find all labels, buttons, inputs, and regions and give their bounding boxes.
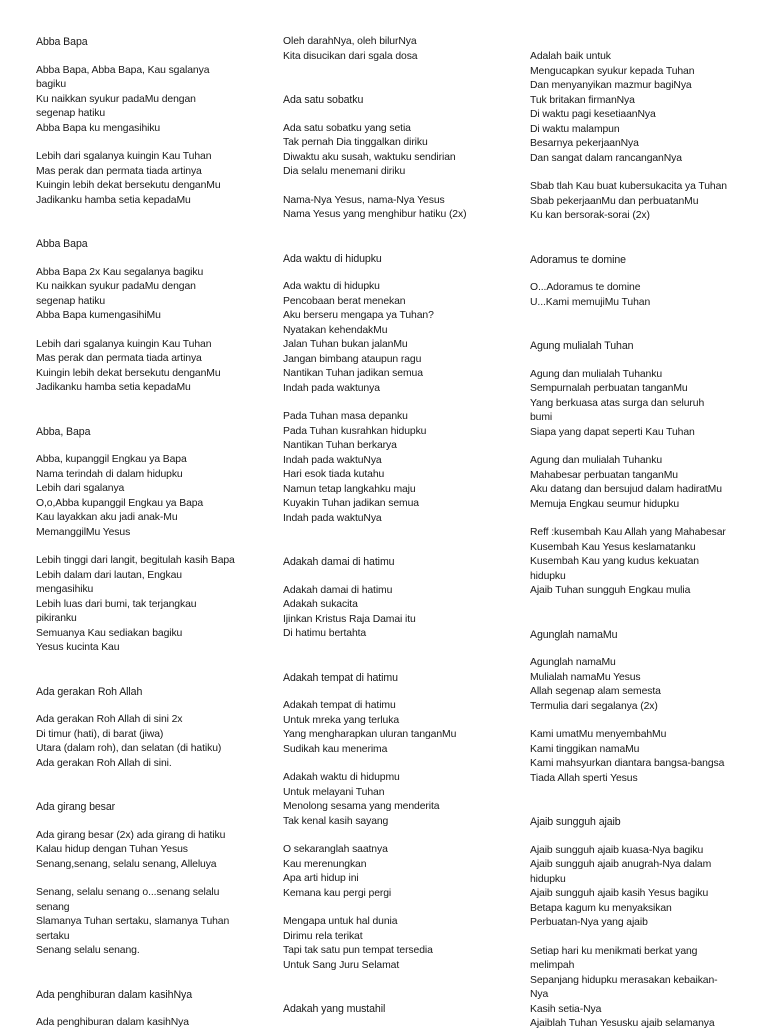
lyric-line: Mengucapkan syukur kepada Tuhan (530, 65, 695, 77)
lyric-line: Tak pernah Dia tinggalkan diriku (283, 137, 428, 148)
verse (530, 281, 762, 310)
lyric-line: Tapi tak satu pun tempat tersedia (283, 945, 433, 956)
verse (283, 35, 515, 64)
lyric-line: Senang selalu senang. (36, 945, 140, 956)
song (530, 815, 762, 1032)
lyric-line: sertaku (36, 930, 70, 942)
lyric-line: Pada Tuhan masa depanku (283, 411, 408, 422)
lyric-line: Nama-Nya Yesus, nama-Nya Yesus (283, 194, 445, 206)
lyric-line: Oleh darahNya, oleh bilurNya (283, 36, 417, 47)
verse (530, 728, 762, 786)
lyric-line: Besarnya pekerjaanNya (530, 138, 639, 149)
lyric-line: Tuk britakan firmanNya (530, 94, 635, 106)
lyric-line: Adakah tempat di hatimu (283, 700, 396, 711)
verse (283, 771, 515, 829)
lyric-line: Lebih dari sgalanya kuingin Kau Tuhan (36, 338, 212, 350)
lyric-line: Adakah sukacita (283, 599, 358, 610)
verse (36, 150, 268, 208)
verse (36, 886, 268, 959)
song-title: Adakah tempat di hatimu (283, 671, 398, 684)
lyric-line: Yesus kucinta Kau (36, 642, 120, 653)
lyric-line: Dia selalu menemani diriku (283, 166, 406, 177)
lyric-line: O...Adoramus te domine (530, 282, 641, 293)
verse (530, 656, 762, 714)
lyric-line: Kami mahsyurkan diantara bangsa-bangsa (530, 758, 725, 769)
lyric-line: Pencobaan berat menekan (283, 295, 406, 307)
lyric-line: Pada Tuhan kusrahkan hidupku (283, 425, 427, 437)
song (36, 685, 268, 772)
song-title: Adoramus te domine (530, 253, 626, 266)
verse (36, 829, 268, 873)
lyric-line: Reff :kusembah Kau Allah yang Mahabesar (530, 527, 726, 538)
lyric-line: Ada penghiburan dalam kasihNya (36, 1017, 189, 1028)
song (530, 628, 762, 787)
lyric-line: Ku naikkan syukur padaMu dengan (36, 93, 196, 105)
lyric-line: Aku berseru mengapa ya Tuhan? (283, 310, 434, 321)
lyric-line: Kuingin lebih dekat bersekutu denganMu (36, 180, 221, 191)
song-title: Adakah yang mustahil (283, 1003, 386, 1015)
lyric-line: Mengapa untuk hal dunia (283, 916, 398, 927)
lyric-line: Kami tinggikan namaMu (530, 743, 640, 755)
song-title: Ada satu sobatku (283, 94, 364, 106)
lyric-line: Di waktu pagi kesetiaanNya (530, 109, 656, 120)
lyric-line: Menolong sesama yang menderita (283, 801, 440, 812)
verse (530, 180, 762, 224)
verse (36, 266, 268, 324)
lyric-line: Ada gerakan Roh Allah di sini. (36, 757, 172, 769)
lyric-line: Di timur (hati), di barat (jiwa) (36, 728, 164, 740)
lyric-line: Nantikan Tuhan berkarya (283, 440, 397, 451)
song-title: Agung mulialah Tuhan (530, 340, 634, 352)
verse (36, 1016, 268, 1031)
verse (530, 844, 762, 931)
lyric-line: Tak kenal kasih sayang (283, 815, 389, 827)
song (36, 800, 268, 959)
lyric-line: Jadikanku hamba setia kepadaMu (36, 382, 191, 393)
lyric-line: Untuk melayani Tuhan (283, 786, 385, 798)
lyric-line: Kau layakkan aku jadi anak-Mu (36, 512, 178, 523)
song-title: Abba Bapa (36, 238, 88, 250)
lyric-line: Lebih dari sgalanya (36, 483, 125, 494)
lyric-line: Perbuatan-Nya yang ajaib (530, 917, 648, 928)
lyric-line: Dan menyanyikan mazmur bagiNya (530, 80, 692, 91)
lyric-line: melimpah (530, 960, 575, 971)
song (530, 339, 762, 599)
song-title: Agunglah namaMu (530, 628, 618, 641)
song (283, 35, 515, 64)
lyric-line: Kami umatMu menyembahMu (530, 729, 667, 740)
song (36, 425, 268, 656)
lyric-line: Nama terindah di dalam hidupku (36, 468, 183, 480)
lyric-line: Namun tetap langkahku maju (283, 483, 416, 495)
lyric-line: O sekaranglah saatnya (283, 844, 388, 855)
lyric-line: Mahabesar perbuatan tanganMu (530, 469, 678, 481)
verse (283, 122, 515, 180)
song (530, 50, 762, 224)
lyric-line: Ajaib Tuhan sungguh Engkau mulia (530, 585, 691, 596)
lyric-line: Adalah baik untuk (530, 51, 611, 62)
song (36, 988, 268, 1031)
lyric-line: Kemana kau pergi pergi (283, 887, 392, 899)
lyric-line: Sempurnalah perbuatan tanganMu (530, 383, 688, 394)
lyric-line: Ajaiblah Tuhan Yesusku ajaib selamanya (530, 1018, 715, 1029)
lyric-line: Termulia dari segalanya (2x) (530, 700, 658, 712)
lyric-line: Untuk mreka yang terluka (283, 714, 399, 726)
lyric-line: MemanggilMu Yesus (36, 526, 131, 538)
song (36, 35, 268, 208)
lyric-line: Jalan Tuhan bukan jalanMu (283, 339, 408, 350)
column-1 (36, 35, 268, 1031)
lyric-line: Abba Bapa kumengasihiMu (36, 310, 161, 321)
lyric-line: Dirimu rela terikat (283, 930, 363, 942)
lyric-line: bagiku (36, 79, 67, 90)
lyric-line: segenap hatiku (36, 295, 106, 307)
verse (36, 713, 268, 771)
lyric-line: Kuingin lebih dekat bersekutu denganMu (36, 367, 221, 379)
lyric-line: Jangan bimbang ataupun ragu (283, 353, 422, 365)
lyric-line: Ijinkan Kristus Raja Damai itu (283, 613, 416, 625)
verse (530, 945, 762, 1032)
lyric-line: Nama Yesus yang menghibur hatiku (2x) (283, 209, 467, 220)
lyric-line: Ada gerakan Roh Allah di sini 2x (36, 714, 183, 725)
lyric-line: Sepanjang hidupku merasakan kebaikan- (530, 974, 718, 986)
verse (530, 368, 762, 441)
lyric-line: Mas perak dan permata tiada artinya (36, 353, 202, 364)
lyric-line: Setiap hari ku menikmati berkat yang (530, 945, 698, 957)
verse (36, 338, 268, 396)
lyric-line: Aku datang dan bersujud dalam hadiratMu (530, 484, 722, 495)
song (283, 1002, 515, 1017)
lyric-line: Diwaktu aku susah, waktuku sendirian (283, 151, 456, 163)
song (283, 555, 515, 642)
lyric-line: Ku kan bersorak-sorai (2x) (530, 210, 650, 221)
lyric-line: Senang,senang, selalu senang, Alleluya (36, 858, 217, 870)
lyric-line: Yang mengharapkan uluran tanganMu (283, 729, 457, 740)
song-title: Abba Bapa (36, 36, 88, 48)
lyric-line: Utara (dalam roh), dan selatan (di hatiku) (36, 743, 222, 754)
song (36, 237, 268, 396)
lyric-line: Kau merenungkan (283, 858, 367, 870)
lyric-line: Indah pada waktuNya (283, 512, 382, 524)
verse (283, 280, 515, 396)
verse (530, 526, 762, 599)
lyric-line: Lebih dalam dari lautan, Engkau (36, 569, 182, 581)
song-title: Abba, Bapa (36, 425, 91, 438)
lyric-line: Ajaib sungguh ajaib kuasa-Nya bagiku (530, 844, 704, 856)
song (530, 253, 762, 311)
lyric-line: U...Kami memujiMu Tuhan (530, 296, 651, 308)
lyric-line: Dan sangat dalam rancanganNya (530, 152, 682, 164)
lyric-line: Ajaib sungguh ajaib anugrah-Nya dalam (530, 859, 712, 870)
song-title: Ada penghiburan dalam kasihNya (36, 988, 193, 1001)
lyric-line: Ku naikkan syukur padaMu dengan (36, 281, 196, 292)
lyric-line: Indah pada waktuNya (283, 454, 382, 466)
song (283, 671, 515, 974)
song-title: Ada gerakan Roh Allah (36, 685, 143, 698)
lyric-line: Agunglah namaMu (530, 657, 616, 668)
lyric-line: Abba Bapa ku mengasihiku (36, 122, 161, 134)
lyric-line: Allah segenap alam semesta (530, 686, 661, 697)
lyric-line: Kusembah Kau yang kudus kekuatan (530, 556, 699, 567)
lyric-line: Ajaib sungguh ajaib kasih Yesus bagiku (530, 888, 709, 899)
lyric-line: Sbab pekerjaanMu dan perbuatanMu (530, 195, 699, 207)
lyric-line: Apa arti hidup ini (283, 873, 359, 884)
lyric-line: segenap hatiku (36, 108, 106, 119)
verse (283, 584, 515, 642)
lyric-line: O,o,Abba kupanggil Engkau ya Bapa (36, 497, 204, 509)
lyric-line: Di hatimu bertahta (283, 628, 367, 639)
lyric-line: Kusembah Kau Yesus keslamatanku (530, 541, 696, 553)
lyric-line: Abba Bapa 2x Kau segalanya bagiku (36, 266, 204, 278)
song-title: Ada waktu di hidupku (283, 252, 382, 265)
lyric-line: mengasihiku (36, 584, 94, 595)
lyric-line: Sbab tlah Kau buat kubersukacita ya Tuhan (530, 181, 727, 192)
verse (283, 194, 515, 223)
lyric-line: Lebih luas dari bumi, tak terjangkau (36, 598, 197, 610)
song-title: Adakah damai di hatimu (283, 556, 395, 568)
lyric-line: Lebih tinggi dari langit, begitulah kasih Bapa (36, 555, 235, 566)
verse (283, 410, 515, 526)
column-2 (283, 35, 515, 1017)
lyric-line: Lebih dari sgalanya kuingin Kau Tuhan (36, 151, 212, 162)
lyric-line: Jadikanku hamba setia kepadaMu (36, 194, 191, 206)
lyric-line: Sudikah kau menerima (283, 743, 388, 755)
lyric-line: Semuanya Kau sediakan bagiku (36, 627, 183, 639)
lyric-line: Abba Bapa, Abba Bapa, Kau sgalanya (36, 64, 210, 76)
lyric-line: Ada satu sobatku yang setia (283, 122, 411, 134)
song (283, 252, 515, 527)
verse (283, 699, 515, 757)
verse (530, 50, 762, 166)
lyric-line: Ada waktu di hidupku (283, 281, 380, 292)
lyric-line: Mulialah namaMu Yesus (530, 671, 641, 683)
song (283, 93, 515, 223)
song-title: Ada girang besar (36, 801, 116, 813)
lyric-line: Nya (530, 989, 549, 1000)
verse (530, 454, 762, 512)
verse (36, 64, 268, 137)
lyric-line: Kuyakin Tuhan jadikan semua (283, 498, 419, 509)
lyric-line: Kalau hidup dengan Tuhan Yesus (36, 844, 188, 855)
lyric-line: Mas perak dan permata tiada artinya (36, 165, 202, 177)
column-3 (530, 50, 762, 1032)
verse (283, 915, 515, 973)
lyric-line: Adakah waktu di hidupmu (283, 772, 400, 783)
song-title: Ajaib sungguh ajaib (530, 816, 621, 828)
lyric-line: senang (36, 901, 70, 913)
verse (36, 554, 268, 656)
lyric-line: hidupku (530, 873, 566, 885)
lyric-line: Adakah damai di hatimu (283, 584, 393, 596)
lyric-line: Untuk Sang Juru Selamat (283, 959, 400, 971)
verse (36, 453, 268, 540)
lyric-line: Memuja Engkau seumur hidupku (530, 498, 680, 510)
lyric-line: Kita disucikan dari sgala dosa (283, 50, 418, 62)
lyric-line: Agung dan mulialah Tuhanku (530, 455, 663, 466)
lyric-line: Senang, selalu senang o...senang selalu (36, 887, 220, 898)
lyric-line: Betapa kagum ku menyaksikan (530, 902, 672, 914)
lyric-line: Di waktu malampun (530, 123, 620, 135)
lyric-line: Hari esok tiada kutahu (283, 469, 385, 480)
lyric-line: Siapa yang dapat seperti Kau Tuhan (530, 426, 695, 438)
lyric-line: Slamanya Tuhan sertaku, slamanya Tuhan (36, 916, 230, 927)
lyric-line: Yang berkuasa atas surga dan seluruh (530, 397, 705, 409)
lyric-line: pikiranku (36, 613, 77, 624)
lyric-line: bumi (530, 412, 553, 423)
lyric-line: Kasih setia-Nya (530, 1003, 602, 1015)
lyric-line: Abba, kupanggil Engkau ya Bapa (36, 454, 187, 465)
lyric-line: Agung dan mulialah Tuhanku (530, 368, 663, 380)
lyric-line: Nantikan Tuhan jadikan semua (283, 368, 423, 379)
lyric-line: Indah pada waktunya (283, 382, 380, 394)
lyric-line: hidupku (530, 570, 566, 582)
verse (283, 843, 515, 901)
lyric-line: Ada girang besar (2x) ada girang di hatiku (36, 829, 226, 841)
lyric-line: Tiada Allah sperti Yesus (530, 772, 638, 784)
lyric-line: Nyatakan kehendakMu (283, 324, 388, 336)
